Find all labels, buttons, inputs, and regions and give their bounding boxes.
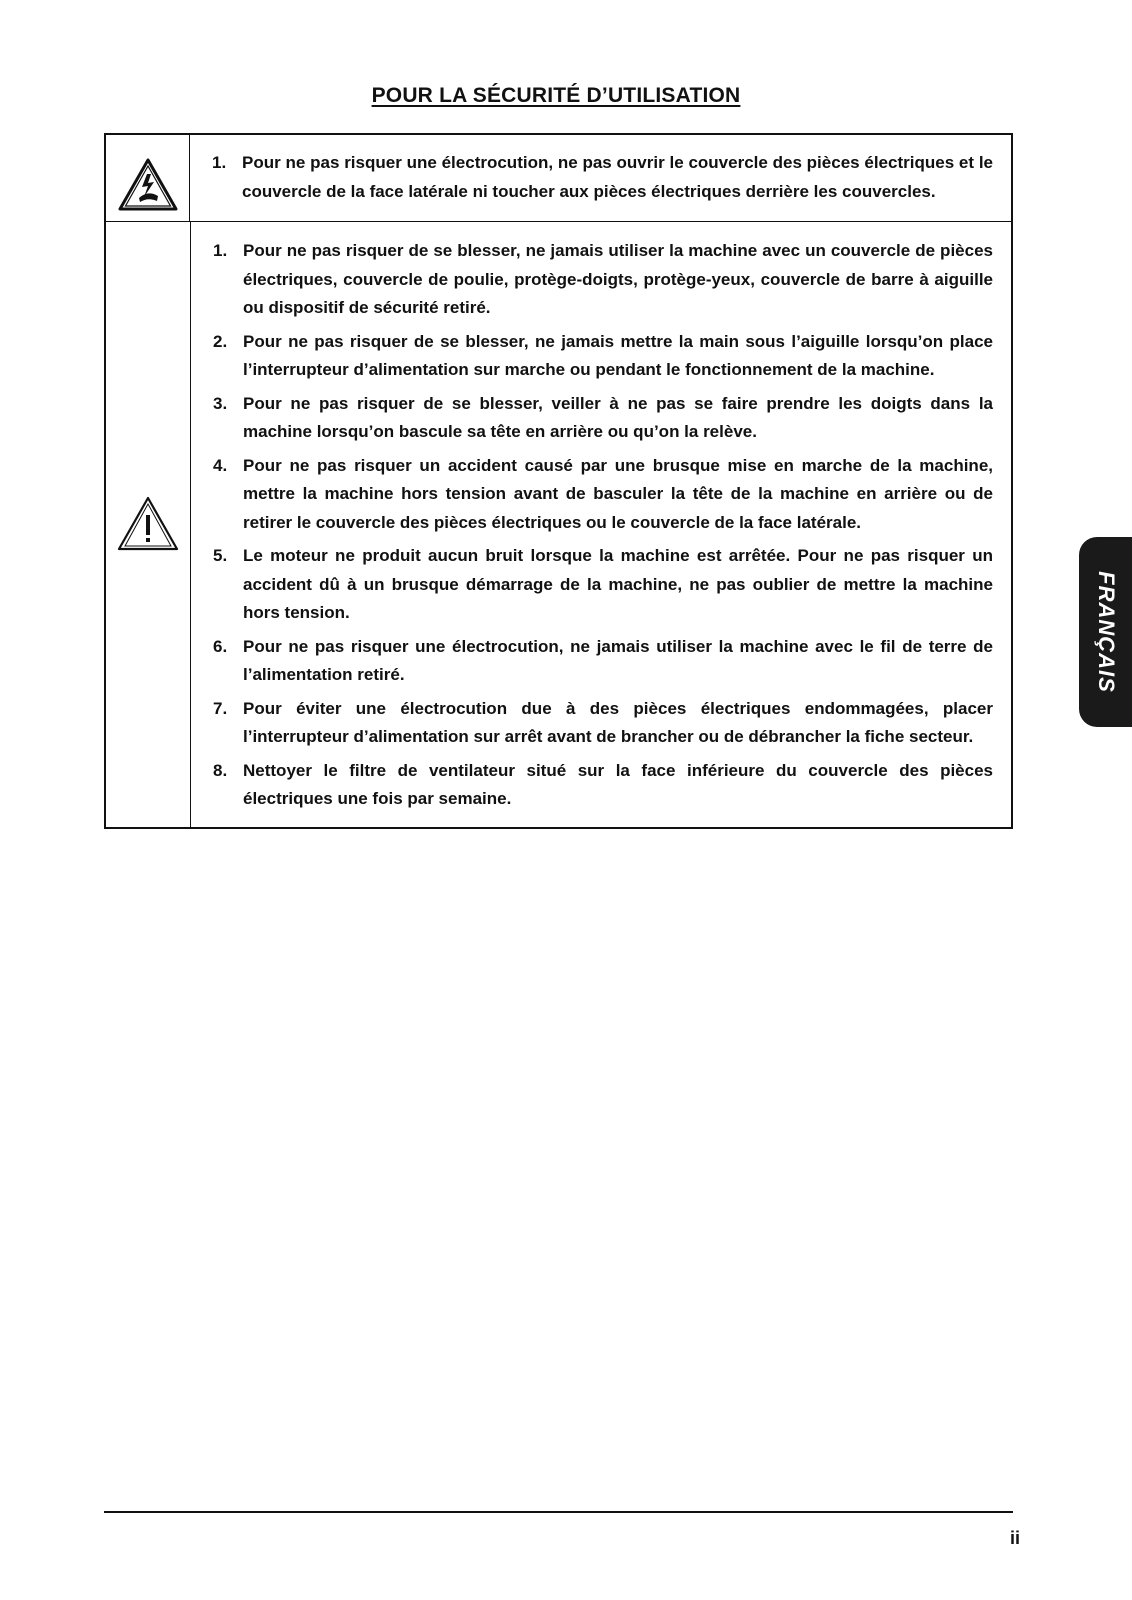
list-item <box>212 149 993 206</box>
caution-section <box>106 221 1011 827</box>
danger-icon-cell <box>106 135 190 221</box>
item-text: Pour ne pas risquer de se blesser, ne jamais utiliser la machine avec un couvercle de pièces électriques, couvercle de poulie, protège-doigts, protège-yeux, couvercle de barre à aiguille ou dispositif de sécurité retiré. <box>243 241 993 317</box>
item-number: 2. <box>213 331 228 351</box>
item-text: Pour ne pas risquer de se blesser, veiller à ne pas se faire prendre les doigts dans la machine lorsqu’on bascule sa tête en arrière ou qu’on la relève. <box>243 393 993 441</box>
item-text: Pour ne pas risquer une électrocution, ne jamais utiliser la machine avec le fil de terre de l’alimentation retiré. <box>243 636 993 684</box>
page-title: POUR LA SÉCURITÉ D’UTILISATION <box>371 84 741 107</box>
danger-section <box>106 135 1011 221</box>
list-item <box>213 237 993 323</box>
list-item <box>213 390 993 447</box>
safety-table <box>104 133 1013 829</box>
item-number: 3. <box>213 393 228 413</box>
language-tab-label: FRANÇAIS <box>1093 571 1119 693</box>
caution-text-cell <box>191 222 1011 827</box>
list-item <box>213 452 993 538</box>
caution-icon-cell <box>106 222 191 827</box>
list-item <box>213 542 993 628</box>
list-item <box>213 328 993 385</box>
item-number: 6. <box>213 636 228 656</box>
list-item <box>213 633 993 690</box>
item-text: Pour ne pas risquer un accident causé par une brusque mise en marche de la machine, mettre la machine hors tension avant de basculer la tête de la machine en arrière ou de retirer le couvercle des pièces électriques ou le couvercle de la face latérale. <box>243 455 993 532</box>
language-tab <box>1079 537 1132 727</box>
footer-divider <box>104 1511 1013 1513</box>
danger-list <box>212 149 993 206</box>
electric-shock-warning-icon <box>117 157 179 213</box>
item-text: Le moteur ne produit aucun bruit lorsque la machine est arrêtée. Pour ne pas risquer un accident dû à un brusque démarrage de la machine, ne pas oublier de mettre la machine hors tension. <box>243 546 993 622</box>
list-item <box>213 695 993 752</box>
caution-exclamation-icon <box>116 495 180 553</box>
danger-text-cell <box>190 135 1011 221</box>
item-number: 8. <box>213 760 228 780</box>
page-number: ii <box>1009 1528 1020 1548</box>
item-number: 1. <box>213 241 228 260</box>
item-text: Pour ne pas risquer une électrocution, ne pas ouvrir le couvercle des pièces électriques et le couvercle de la face latérale ni toucher aux pièces électriques derrière les couvercles. <box>242 153 993 201</box>
item-number: 1. <box>212 153 227 172</box>
list-item <box>213 757 993 814</box>
item-text: Nettoyer le filtre de ventilateur situé sur la face inférieure du couvercle des pièces électriques une fois par semaine. <box>243 760 993 808</box>
item-text: Pour ne pas risquer de se blesser, ne jamais mettre la main sous l’aiguille lorsqu’on place l’interrupteur d’alimentation sur marche ou pendant le fonctionnement de la machine. <box>243 331 993 379</box>
item-number: 7. <box>213 698 228 718</box>
item-number: 4. <box>213 455 228 475</box>
item-number: 5. <box>213 546 228 565</box>
caution-list <box>213 237 993 814</box>
item-text: Pour éviter une électrocution due à des pièces électriques endommagées, placer l’interrupteur d’alimentation sur arrêt avant de brancher ou de débrancher la fiche secteur. <box>243 698 993 746</box>
